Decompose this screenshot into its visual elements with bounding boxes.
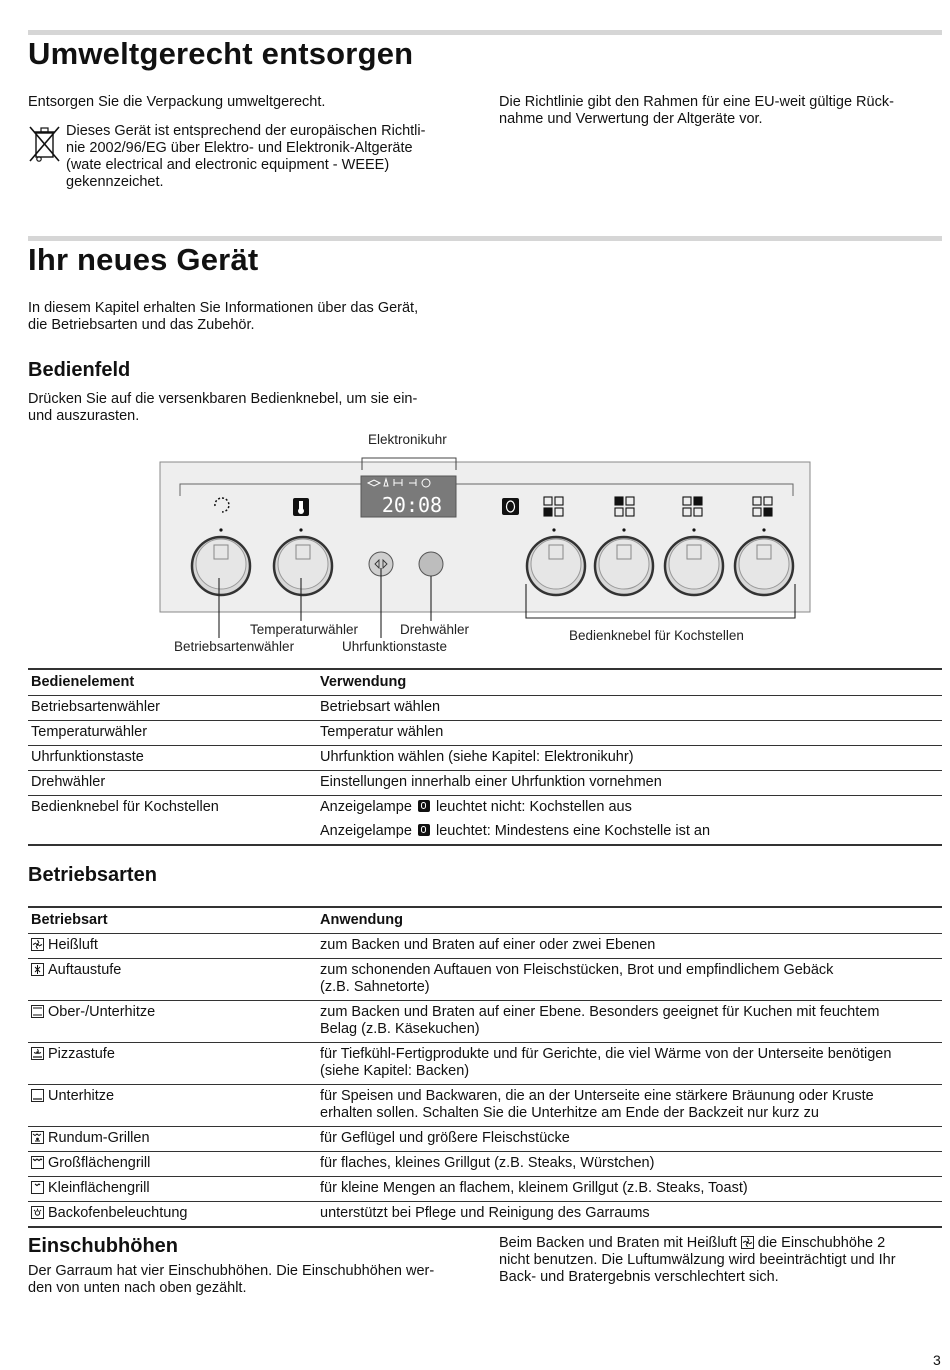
table-cell: Einstellungen innerhalb einer Uhrfunktion vornehmen [317, 771, 942, 796]
mode-description-line: zum Backen und Braten auf einer oder zwei Ebenen [320, 937, 656, 953]
weee-text: Dieses Gerät ist entsprechend der europäischen Richtli- nie 2002/96/EG über Elektro- und Elektronik-Altgeräte (wate electrical and electronic equipment - WEEE) gekennzeichet. [66, 123, 426, 190]
weee-crossed-bin-icon [29, 125, 61, 163]
table-header-row [28, 907, 942, 934]
table-cell: Anzeigelampe leuchtet: Mindestens eine Kochstelle ist an [317, 820, 942, 845]
table-row [28, 721, 942, 746]
label-mode-selector: Betriebsartenwähler [174, 639, 295, 654]
table-cell [28, 934, 317, 959]
table-cell [28, 1085, 317, 1127]
shelf-positions-text: Der Garraum hat vier Einschubhöhen. Die Einschubhöhen wer- den von unten nach oben gezählt. [28, 1263, 435, 1296]
table-row [28, 771, 942, 796]
table-cell [317, 1177, 942, 1202]
hob-knob [735, 537, 793, 595]
table-row [28, 746, 942, 771]
column-header: Verwendung [317, 669, 942, 696]
section-divider [28, 236, 942, 241]
table-cell: Betriebsartenwähler [28, 696, 317, 721]
table-cell [28, 820, 317, 845]
mode-description-line: Belag (z.B. Käsekuchen) [320, 1021, 480, 1037]
mode-description-line: für Tiefkühl-Fertigprodukte und für Gerichte, die viel Wärme von der Unterseite benötigen [320, 1046, 892, 1062]
defrost-icon [31, 963, 44, 976]
page-number: 3 [933, 1352, 941, 1368]
mode-label: Pizzastufe [48, 1046, 115, 1062]
chapter-intro-text: In diesem Kapitel erhalten Sie Informationen über das Gerät, die Betriebsarten und das Zubehör. [28, 300, 419, 333]
heading-shelf-positions: Einschubhöhen [28, 1235, 178, 1257]
label-temperature-selector: Temperaturwähler [250, 622, 359, 637]
hob-knob [665, 537, 723, 595]
table-cell [317, 1001, 942, 1043]
control-panel-figure [150, 428, 830, 660]
table-header-row [28, 669, 942, 696]
bottom-heat-icon [31, 1089, 44, 1102]
hot-air-note-text: Beim Backen und Braten mit Heißluft die Einschubhöhe 2 nicht benutzen. Die Luftumwälzung wird beeinträchtigt und Ihr Back- und Bratergebnis verschlechtert sich. [499, 1235, 896, 1285]
mode-description-line: (z.B. Sahnetorte) [320, 979, 430, 995]
mode-description-line: für flaches, kleines Grillgut (z.B. Steaks, Würstchen) [320, 1155, 655, 1171]
hob-indicator-lamp-icon [502, 498, 519, 515]
temperature-knob [274, 537, 332, 595]
table-row [28, 1001, 942, 1043]
table-cell [317, 1202, 942, 1228]
table-cell: Drehwähler [28, 771, 317, 796]
table-cell: Temperaturwähler [28, 721, 317, 746]
mode-description-line: zum Backen und Braten auf einer Ebene. Besonders geeignet für Kuchen mit feuchtem [320, 1004, 880, 1020]
table-cell [317, 1127, 942, 1152]
table-cell [28, 1202, 317, 1228]
mode-label: Backofenbeleuchtung [48, 1205, 188, 1221]
table-cell [28, 1127, 317, 1152]
table-cell: Temperatur wählen [317, 721, 942, 746]
indicator-lamp-icon [418, 800, 430, 812]
mode-label: Unterhitze [48, 1088, 115, 1104]
packaging-text: Entsorgen Sie die Verpackung umweltgerecht. [28, 94, 326, 110]
fan-icon [741, 1236, 754, 1249]
oven-light-icon [31, 1206, 44, 1219]
display-time: 20:08 [381, 493, 443, 517]
table-row [28, 796, 942, 821]
label-rotary-selector: Drehwähler [400, 622, 470, 637]
table-row [28, 1127, 942, 1152]
mode-description-line: für Speisen und Backwaren, die an der Unterseite eine stärkere Bräunung oder Kruste [320, 1088, 874, 1104]
rotisserie-grill-icon [31, 1131, 44, 1144]
mode-description-line: (siehe Kapitel: Backen) [320, 1063, 470, 1079]
controls-table [28, 668, 942, 846]
label-clock-button: Uhrfunktionstaste [342, 639, 448, 654]
small-grill-icon [31, 1181, 44, 1194]
mode-label: Kleinflächengrill [48, 1180, 150, 1196]
mode-description-line: für kleine Mengen an flachem, kleinem Grillgut (z.B. Steaks, Toast) [320, 1180, 748, 1196]
column-header: Betriebsart [28, 907, 317, 934]
thermometer-icon [293, 498, 309, 516]
hob-knob [527, 537, 585, 595]
table-cell: Bedienknebel für Kochstellen [31, 799, 219, 815]
directive-text: Die Richtlinie gibt den Rahmen für eine EU-weit gültige Rück- nahme und Verwertung der Altgeräte vor. [499, 94, 894, 127]
column-header: Bedienelement [28, 669, 317, 696]
mode-description-line: unterstützt bei Pflege und Reinigung des Garraums [320, 1205, 650, 1221]
large-grill-icon [31, 1156, 44, 1169]
column-header: Anwendung [317, 907, 942, 934]
table-cell: Betriebsart wählen [317, 696, 942, 721]
mode-description-line: für Geflügel und größere Fleischstücke [320, 1130, 570, 1146]
indicator-lamp-icon [418, 824, 430, 836]
section-divider [28, 30, 942, 35]
rotary-selector [419, 552, 443, 576]
pizza-icon [31, 1047, 44, 1060]
table-row [28, 1202, 942, 1228]
section-title-new-appliance: Ihr neues Gerät [28, 242, 259, 277]
fan-icon [31, 938, 44, 951]
table-cell [317, 1152, 942, 1177]
mode-label: Ober-/Unterhitze [48, 1004, 156, 1020]
table-cell: Uhrfunktionstaste [28, 746, 317, 771]
table-row [28, 1152, 942, 1177]
operating-modes-table [28, 906, 942, 1228]
table-cell [28, 959, 317, 1001]
top-bottom-heat-icon [31, 1005, 44, 1018]
table-cell [28, 1177, 317, 1202]
table-row [28, 959, 942, 1001]
table-cell [317, 934, 942, 959]
table-cell [28, 1043, 317, 1085]
mode-label: Auftaustufe [48, 962, 122, 978]
table-cell [317, 1043, 942, 1085]
mode-label: Großflächengrill [48, 1155, 151, 1171]
mode-description-line: erhalten sollen. Schalten Sie die Unterhitze am Ende der Backzeit nur kurz zu [320, 1105, 819, 1121]
label-hob-knobs: Bedienknebel für Kochstellen [569, 628, 744, 643]
table-cell: Uhrfunktion wählen (siehe Kapitel: Elektronikuhr) [317, 746, 942, 771]
operating-mode-knob [192, 537, 250, 595]
table-cell [317, 1085, 942, 1127]
heading-control-panel: Bedienfeld [28, 359, 131, 381]
table-row [28, 934, 942, 959]
table-row [28, 1177, 942, 1202]
table-cell [317, 959, 942, 1001]
table-cell: Anzeigelampe leuchtet nicht: Kochstellen aus [320, 799, 632, 815]
section-title-disposal: Umweltgerecht entsorgen [28, 36, 414, 71]
table-row [28, 1085, 942, 1127]
mode-label: Rundum-Grillen [48, 1130, 150, 1146]
hob-knob [595, 537, 653, 595]
heading-operating-modes: Betriebsarten [28, 864, 157, 886]
table-cell [28, 1001, 317, 1043]
table-row [28, 820, 942, 845]
mode-description-line: zum schonenden Auftauen von Fleischstücken, Brot und empfindlichem Gebäck [320, 962, 834, 978]
mode-label: Heißluft [48, 937, 98, 953]
table-row [28, 696, 942, 721]
label-electronic-clock: Elektronikuhr [368, 432, 447, 447]
control-panel-text: Drücken Sie auf die versenkbaren Bedienknebel, um sie ein- und auszurasten. [28, 391, 418, 424]
table-cell [28, 1152, 317, 1177]
table-row [28, 1043, 942, 1085]
